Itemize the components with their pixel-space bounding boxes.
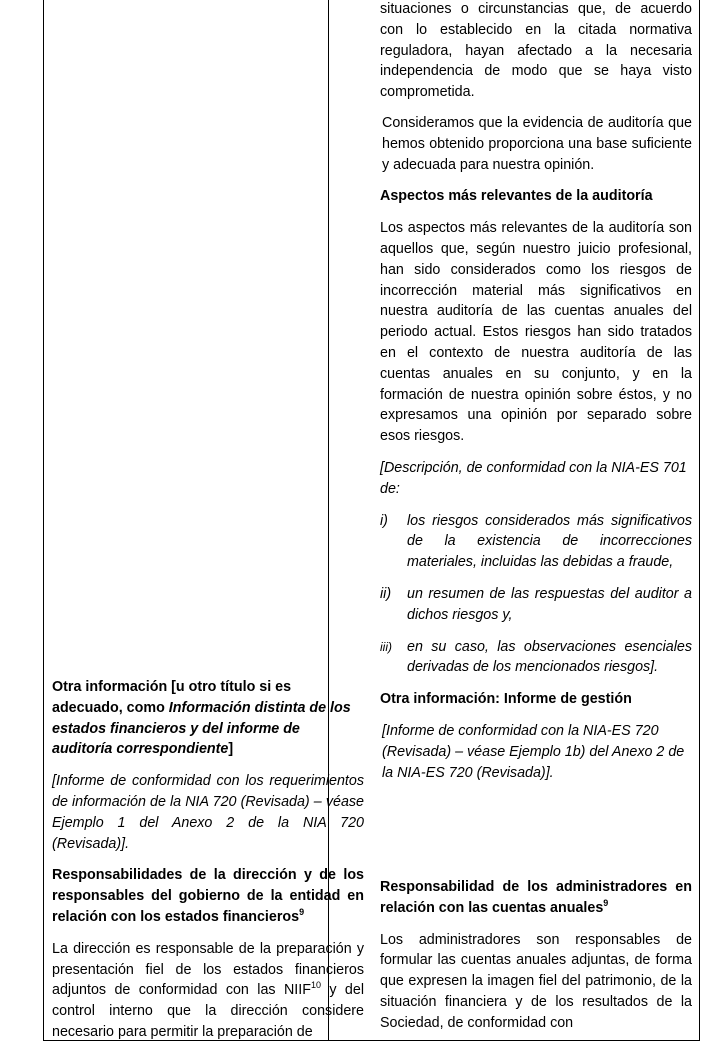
left-heading-other-information bbox=[52, 677, 364, 760]
right-paragraph-evidence: Consideramos que la evidencia de auditoría que hemos obtenido proporciona una base suficiente y adecuada para nuestra opinión. bbox=[382, 114, 692, 173]
list-text: los riesgos considerados más significativos de la existencia de incorrecciones materiales, incluidas las debidas a fraude, bbox=[407, 512, 692, 571]
right-heading-other-information: Otra información: Informe de gestión bbox=[380, 691, 632, 708]
right-paragraph-description: [Descripción, de conformidad con la NIA-ES 701 de: bbox=[380, 459, 687, 497]
left-paragraph-nia-720: [Informe de conformidad con los requerimientos de información de la NIA 720 (Revisada) – véase Ejemplo 1 del Anexo 2 de la NIA 720 (Revisada)]. bbox=[52, 773, 364, 852]
list-marker: i) bbox=[380, 512, 388, 529]
right-column bbox=[380, 0, 692, 783]
right-heading-key-audit-matters: Aspectos más relevantes de la auditoría bbox=[380, 188, 653, 205]
list-marker: iii) bbox=[380, 639, 392, 654]
heading-italic-text: Información distinta de los estados financieros y del informe de auditoría correspondiente bbox=[52, 699, 351, 758]
list-text: un resumen de las respuestas del auditor a dichos riesgos y, bbox=[407, 585, 692, 623]
heading-text: ] bbox=[228, 741, 234, 758]
footnote-ref: 10 bbox=[310, 980, 321, 991]
footnote-ref: 9 bbox=[299, 907, 305, 918]
right-paragraph-management-report: [Informe de conformidad con la NIA-ES 720 (Revisada) – véase Ejemplo 1b) del Anexo 2 de la NIA-ES 720 (Revisada)]. bbox=[382, 722, 685, 781]
footnote-ref: 9 bbox=[603, 898, 609, 909]
right-paragraph-key-audit-matters: Los aspectos más relevantes de la auditoría son aquellos que, según nuestro juicio profesional, han sido considerados como los riesgos de incorrección material más significativos en nuestra auditoría de las cuentas anuales del periodo actual. Estos riesgos han sido tratados en el contexto de nuestra auditoría de las cuentas anuales en su conjunto, y en la formación de nuestra opinión sobre éstos, y no expresamos una opinión por separado sobre esos riesgos. bbox=[380, 220, 692, 445]
left-heading-responsibilities bbox=[52, 865, 364, 927]
heading-text: Responsabilidad de los administradores en relación con las cuentas anuales bbox=[380, 879, 692, 916]
right-paragraph-directors: Los administradores son responsables de formular las cuentas anuales adjuntas, de forma que expresen la imagen fiel del patrimonio, de la situación financiera y de los resultados de la Sociedad, de conformidad con bbox=[380, 931, 692, 1031]
list-item bbox=[380, 584, 692, 626]
heading-text: Responsabilidades de la dirección y de los responsables del gobierno de la entidad en relación con los estados financieros bbox=[52, 867, 364, 925]
left-column bbox=[52, 677, 364, 1043]
left-paragraph-management bbox=[52, 939, 364, 1043]
right-paragraph-independence: situaciones o circunstancias que, de acuerdo con lo establecido en la citada normativa reguladora, hayan afectado a la necesaria independencia de modo que se haya visto comprometida. bbox=[380, 1, 692, 101]
right-column-lower bbox=[380, 877, 692, 1034]
heading-text: Otra información [u otro título si es adecuado, como bbox=[52, 679, 292, 716]
paragraph-text: La dirección es responsable de la preparación y presentación fiel de los estados financieros adjuntos de conformidad con las NIIF bbox=[52, 940, 364, 999]
list-marker: ii) bbox=[380, 585, 392, 602]
right-heading-directors-responsibility bbox=[380, 877, 692, 919]
paragraph-text: y del control interno que la dirección considere necesario para permitir la preparación de bbox=[52, 982, 364, 1040]
list-item bbox=[380, 511, 692, 573]
list-item bbox=[380, 637, 692, 679]
list-text: en su caso, las observaciones esenciales derivadas de los mencionados riesgos]. bbox=[407, 638, 692, 676]
